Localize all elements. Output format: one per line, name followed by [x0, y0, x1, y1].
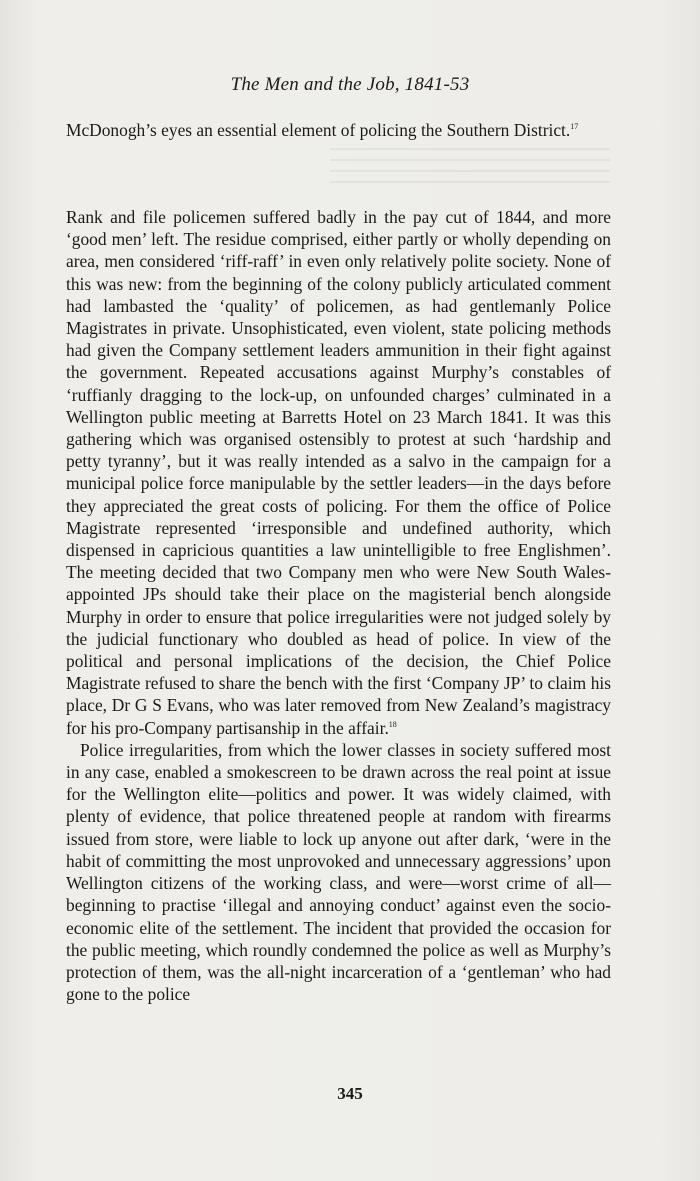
- footnote-ref-18: 18: [388, 719, 397, 729]
- page-number: 345: [337, 1084, 363, 1103]
- paragraph-1: [66, 119, 611, 141]
- show-through-from-reverse: [330, 148, 610, 186]
- running-head: The Men and the Job, 1841-53: [230, 74, 470, 95]
- paragraph-2: [66, 206, 611, 739]
- paragraph-2-text: Rank and file policemen suffered badly in the pay cut of 1844, and more ‘good men’ left. The residue comprised, either partly or wholly depending on area, men considered ‘riff-raff’ in even only relatively polite society. None of this was new: from the beginning of the colony publicly articulated comment had lambasted the ‘quality’ of policemen, as had gentlemanly Police Magistrates in private. Unsophisticated, even violent, state policing methods had given the Company settlement leaders ammunition in their fight against the government. Repeated accusations against Murphy’s constables of ‘ruffianly dragging to the lock-up, on unfounded charges’ culminated in a Wellington public meeting at Barretts Hotel on 23 March 1841. It was this gathering which was organised ostensibly to protest at such ‘hardship and petty tyranny’, but it was really intended as a salvo in the campaign for a municipal police force manipulable by the settler leaders—in the days before they appreciated the great costs of policing. For them the office of Police Magistrate represented ‘irresponsible and undefined authority, which dispensed in capricious quantities a law unintelligible to free Englishmen’. The meeting decided that two Company men who were New South Wales-appointed JPs should take their place on the magisterial bench alongside Murphy in order to ensure that police irregularities were not judged solely by the judicial functionary who doubled as head of police. In view of the political and personal implications of the decision, the Chief Police Magistrate refused to share the bench with the first ‘Company JP’ to claim his place, Dr G S Evans, who was later removed from New Zealand’s magistracy for his pro-Company partisanship in the affair.: [66, 207, 611, 738]
- text-block-main: [66, 206, 611, 1005]
- paragraph-3: [66, 739, 611, 1005]
- paragraph-1-text: McDonogh’s eyes an essential element of policing the Southern District.: [66, 120, 571, 140]
- footnote-ref-17: 17: [570, 122, 579, 131]
- text-block-top: [66, 119, 611, 141]
- paragraph-3-text: Police irregularities, from which the lower classes in society suffered most in any case, enabled a smokescreen to be drawn across the real point at issue for the Wellington elite—politics and power. It was widely claimed, with plenty of evidence, that police threatened people at random with firearms issued from store, were liable to lock up anyone out after dark, ‘were in the habit of committing the most unprovoked and unnecessary aggressions’ upon Wellington citizens of the working class, and were—worst crime of all—beginning to practise ‘illegal and annoying conduct’ against even the socio-economic elite of the settlement. The incident that provided the occasion for the public meeting, which roundly condemned the police as well as Murphy’s protection of them, was the all-night incarceration of a ‘gentleman’ who had gone to the police: [66, 739, 611, 1005]
